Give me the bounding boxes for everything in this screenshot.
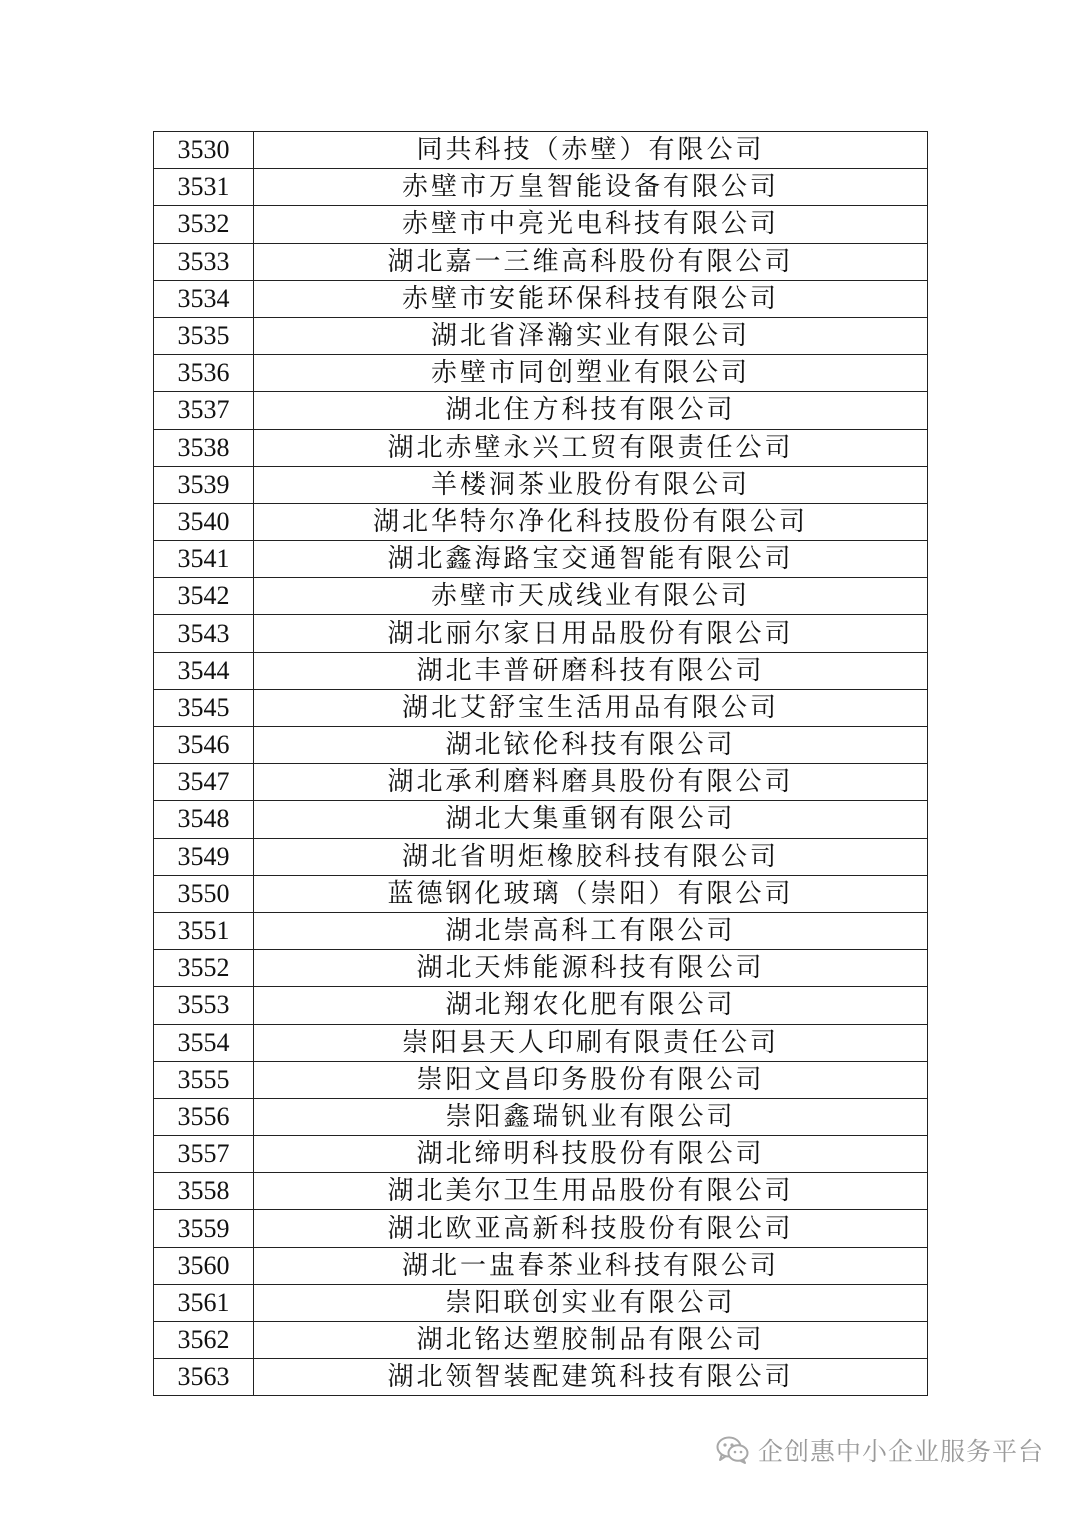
company-name: 湖北华特尔净化科技股份有限公司 [254,503,928,540]
company-name: 湖北承利磨料磨具股份有限公司 [254,764,928,801]
company-list-table [153,131,928,1396]
table-row [154,206,928,243]
company-name: 湖北住方科技有限公司 [254,392,928,429]
table-row [154,652,928,689]
table-row [154,429,928,466]
table-row [154,392,928,429]
company-name: 湖北大集重钢有限公司 [254,801,928,838]
table-row [154,1061,928,1098]
row-number: 3560 [154,1247,254,1284]
row-number: 3531 [154,169,254,206]
company-name: 湖北一盅春茶业科技有限公司 [254,1247,928,1284]
table-row [154,1136,928,1173]
row-number: 3545 [154,689,254,726]
company-name: 湖北鑫海路宝交通智能有限公司 [254,541,928,578]
row-number: 3563 [154,1359,254,1396]
table-row [154,1173,928,1210]
company-name: 湖北丰普研磨科技有限公司 [254,652,928,689]
row-number: 3532 [154,206,254,243]
company-name: 赤壁市同创塑业有限公司 [254,355,928,392]
company-name: 同共科技（赤壁）有限公司 [254,132,928,169]
row-number: 3546 [154,727,254,764]
table-row [154,689,928,726]
row-number: 3550 [154,875,254,912]
row-number: 3553 [154,987,254,1024]
row-number: 3559 [154,1210,254,1247]
company-name: 赤壁市天成线业有限公司 [254,578,928,615]
row-number: 3533 [154,243,254,280]
row-number: 3557 [154,1136,254,1173]
row-number: 3549 [154,838,254,875]
row-number: 3558 [154,1173,254,1210]
table-row [154,764,928,801]
company-name: 湖北艾舒宝生活用品有限公司 [254,689,928,726]
row-number: 3534 [154,280,254,317]
table-row [154,615,928,652]
watermark-text: 企创惠中小企业服务平台 [757,1437,1044,1466]
company-name: 崇阳文昌印务股份有限公司 [254,1061,928,1098]
table-row [154,912,928,949]
row-number: 3556 [154,1098,254,1135]
row-number: 3551 [154,912,254,949]
table-row [154,801,928,838]
company-name: 赤壁市万皇智能设备有限公司 [254,169,928,206]
table-row [154,466,928,503]
table-row [154,280,928,317]
table-row [154,169,928,206]
row-number: 3548 [154,801,254,838]
row-number: 3555 [154,1061,254,1098]
row-number: 3547 [154,764,254,801]
row-number: 3536 [154,355,254,392]
row-number: 3562 [154,1322,254,1359]
company-list-body [154,132,928,1396]
company-name: 湖北嘉一三维高科股份有限公司 [254,243,928,280]
table-row [154,987,928,1024]
company-name: 湖北翔农化肥有限公司 [254,987,928,1024]
table-row [154,875,928,912]
table-row [154,727,928,764]
wechat-icon [716,1435,750,1465]
company-name: 羊楼洞茶业股份有限公司 [254,466,928,503]
row-number: 3538 [154,429,254,466]
company-name: 湖北欧亚高新科技股份有限公司 [254,1210,928,1247]
company-name: 湖北铭达塑胶制品有限公司 [254,1322,928,1359]
company-name: 崇阳联创实业有限公司 [254,1284,928,1321]
row-number: 3552 [154,950,254,987]
row-number: 3554 [154,1024,254,1061]
table-row [154,503,928,540]
company-name: 赤壁市中亮光电科技有限公司 [254,206,928,243]
company-name: 湖北领智装配建筑科技有限公司 [254,1359,928,1396]
row-number: 3537 [154,392,254,429]
company-name: 蓝德钢化玻璃（崇阳）有限公司 [254,875,928,912]
company-name: 湖北天炜能源科技有限公司 [254,950,928,987]
row-number: 3561 [154,1284,254,1321]
company-name: 湖北赤壁永兴工贸有限责任公司 [254,429,928,466]
company-name: 崇阳鑫瑞钒业有限公司 [254,1098,928,1135]
table-row [154,1210,928,1247]
company-name: 湖北省明炬橡胶科技有限公司 [254,838,928,875]
company-name: 崇阳县天人印刷有限责任公司 [254,1024,928,1061]
row-number: 3544 [154,652,254,689]
row-number: 3541 [154,541,254,578]
table-row [154,1284,928,1321]
row-number: 3542 [154,578,254,615]
company-name: 湖北缔明科技股份有限公司 [254,1136,928,1173]
table-row [154,950,928,987]
table-row [154,1098,928,1135]
row-number: 3540 [154,503,254,540]
company-name: 赤壁市安能环保科技有限公司 [254,280,928,317]
table-row [154,1359,928,1396]
table-row [154,1247,928,1284]
table-row [154,132,928,169]
row-number: 3530 [154,132,254,169]
row-number: 3535 [154,317,254,354]
company-name: 湖北美尔卫生用品股份有限公司 [254,1173,928,1210]
table-row [154,1024,928,1061]
table-row [154,317,928,354]
row-number: 3543 [154,615,254,652]
table-row [154,355,928,392]
watermark [716,1430,1044,1470]
table-row [154,541,928,578]
row-number: 3539 [154,466,254,503]
company-name: 湖北崇高科工有限公司 [254,912,928,949]
company-name: 湖北省泽瀚实业有限公司 [254,317,928,354]
table-row [154,838,928,875]
company-name: 湖北铱伦科技有限公司 [254,727,928,764]
company-name: 湖北丽尔家日用品股份有限公司 [254,615,928,652]
table-row [154,1322,928,1359]
table-row [154,243,928,280]
table-row [154,578,928,615]
